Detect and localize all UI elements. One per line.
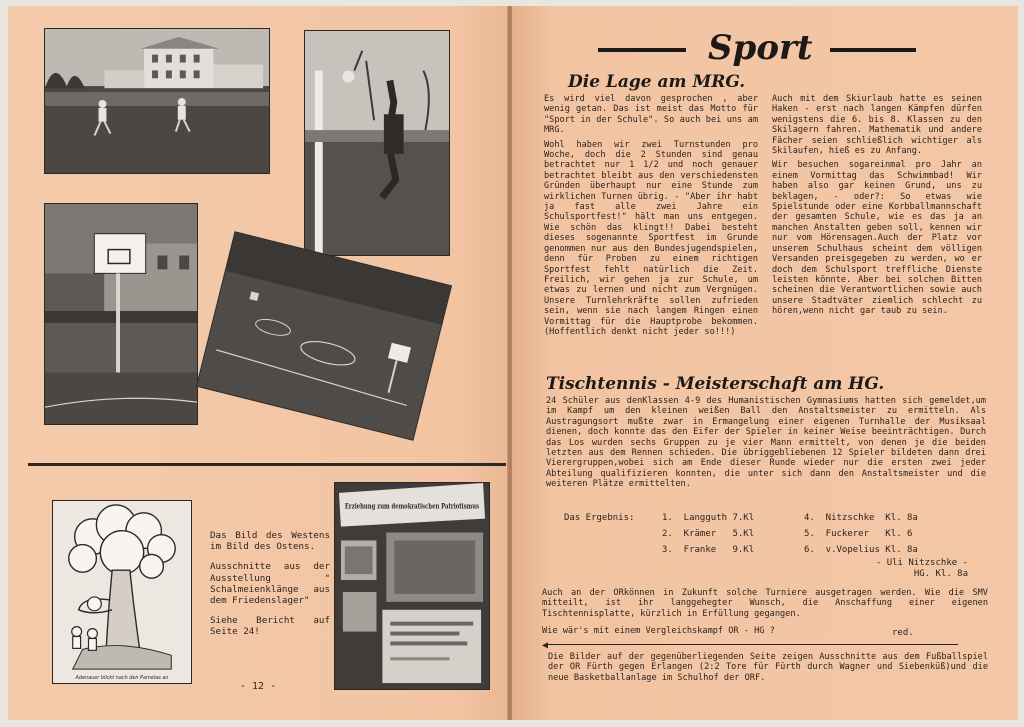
mrg-col1-paragraph-1: Es wird viel davon gesprochen , aber wenig getan. Das ist meist das Motto für "Sport in der Schule". So auch bei uns am MRG.	[544, 94, 758, 136]
results-label: Das Ergebnis:	[564, 513, 635, 523]
photo-goalkeeper	[304, 30, 450, 256]
section-heading-tischtennis: Tischtennis - Meisterschaft am HG.	[546, 374, 885, 394]
page-title: Sport	[708, 28, 813, 68]
author-signature	[858, 558, 968, 580]
caption-paragraph-1: Das Bild des Westens im Bild des Ostens.	[210, 530, 330, 553]
tischtennis-body: 24 Schüler aus denKlassen 4-9 des Humanistischen Gymnasiums hatten sich gemeldet,um im Kampf um den kleinen weißen Ball den Anstaltsmeister zu ermitteln. Als Austragungsort mußte zwar in Ermangelung einer eigenen Turnhalle der Musiksaal dienen, doch konnte das den Eifer der Spieler in keiner Weise beeinträchtigen. Durch das Los wurden sechs Gruppen zu je vier Mann ermittelt, von denen je die beiden letzten aus dem Rennen schieden. Die übriggebliebenen 12 Spieler bildeten dann drei Vierergruppen,wobei sich am Ende dieser Runde wieder nur die ersten zwei jeder Abteilung qualifizieren konnten, die unter sich dann den Anstaltsmeister und die weiteren Plätze ermittelten.	[546, 396, 986, 490]
mrg-col1-paragraph-2: Wohl haben wir zwei Turnstunden pro Woche, doch die 2 Stunden sind genau betrachtet nur 1 1/2 und noch genauer betrachtet bleibt aus den verschiedensten Gründen überhaupt nur eine Stunde zum wirklichen Turnen übrig. - "Aber ihr habt ja fast alle zwei Jahre ein Schulsportfest!" hält man uns entgegen. Wie schön das klingt!! Dabei besteht dieses sogenannte Sportfest im Grunde genommen nur aus den Bundesjugendspielen, denn für Proben zu einem richtigen Sportfest fehlt natürlich die Zeit. Freilich, wir gehen ja zur Schule, um etwas zu lernen und nicht zum Vergnügen. Unsere Turnlehrkräfte sollen zufrieden sein, wenn sie nach langem Ringen einen Vormittag für die Hauptprobe bekommen. (Hoffentlich denkt nicht jeder so!!!)	[544, 139, 758, 337]
arrow-marker-icon: ◀	[542, 640, 549, 651]
results-column-1	[662, 510, 754, 558]
result-row: 5. Fuckerer Kl. 6	[804, 529, 913, 539]
result-row: 1. Langguth 7.Kl	[662, 513, 755, 523]
author-class: HG. Kl. 8a	[913, 569, 968, 579]
page-number: - 12 -	[240, 681, 277, 692]
title-dash-right	[830, 48, 916, 52]
right-page	[512, 6, 1018, 720]
closing-question: Wie wär's mit einem Vergleichskampf OR - HG ?	[542, 626, 775, 636]
mrg-col2-paragraph-1: Auch mit dem Skiurlaub hatte es seinen Haken - erst nach langen Kämpfen dürfen wenigstens die 6. bis 8. Klassen zu den Skilagern fahren. Mathematik und andere Fächer seien schließlich wichtiger als Skilaufen, hieß es zu Anfang.	[772, 94, 982, 157]
photo-exhibition-poster	[334, 482, 490, 690]
footnote-rule	[548, 644, 958, 645]
mrg-column-1	[544, 94, 758, 341]
caption-paragraph-2: Ausschnitte aus der Ausstellung " Schalmeienklänge aus dem Friedenslager"	[210, 561, 330, 607]
photo-basketball-hoop	[44, 203, 198, 425]
poster-text: Erziehung zum demokratischen Patriotismus	[344, 501, 480, 511]
photo-footnote: Die Bilder auf der gegenüberliegenden Seite zeigen Ausschnitte aus dem Fußballspiel der OR Fürth gegen Erlangen (2:2 Tore für Fürth durch Wagner und Siebenküß)und die neue Basketballanlage im Schulhof der ORF.	[548, 652, 988, 683]
editor-mark: red.	[892, 628, 914, 638]
photo-football-field	[44, 28, 270, 174]
section-heading-mrg: Die Lage am MRG.	[568, 72, 746, 92]
closing-paragraph: Auch an der ORkönnen in Zukunft solche Turniere ausgetragen werden. Wie die SMV mitteilt, ist ihr langgehegter Wunsch, die Anschaffung einer eigenen Tischtennisplatte, kürzlich in Erfüllung gegangen.	[542, 588, 988, 619]
photo-basketball-court	[196, 231, 452, 440]
results-column-2	[804, 510, 918, 558]
author-name: - Uli Nitzschke -	[875, 558, 968, 568]
cartoon-mushroom-cloud	[52, 500, 192, 684]
mrg-column-2	[772, 94, 982, 321]
left-page	[8, 6, 508, 720]
section-divider	[28, 463, 506, 466]
cartoon-caption: Adenauer blickt nach den Pamelas an	[75, 675, 169, 682]
exhibition-caption	[210, 530, 330, 647]
result-row: 4. Nitzschke Kl. 8a	[804, 513, 918, 523]
title-dash-left	[598, 48, 686, 52]
result-row: 6. v.Vopelius Kl. 8a	[804, 545, 918, 555]
result-row: 2. Krämer 5.Kl	[662, 529, 755, 539]
result-row: 3. Franke 9.Kl	[662, 545, 755, 555]
caption-paragraph-3: Siehe Bericht auf Seite 24!	[210, 615, 330, 638]
mrg-col2-paragraph-2: Wir besuchen sogareinmal pro Jahr an einem Vormittag das Schwimmbad! Wir haben also gar keinen Grund, uns zu beklagen, - oder?: So etwas wie Spielstunde oder eine Korbballmannschaft der gesamten Schule, wie es das ja an manchen Anstalten geben soll, kennen wir nur vom Hörensagen.Auch der Platz vor unserem Schulhaus scheint dem völligen Versanden preisgegeben zu werden, wo er doch dem Schulsport treffliche Dienste leisten könnte. Aber bei solchen Bitten scheinen die Verantwortlichen sowie auch unsere Stadtväter ziemlich schlecht zu hören,wenn nicht gar taub zu sein.	[772, 160, 982, 317]
